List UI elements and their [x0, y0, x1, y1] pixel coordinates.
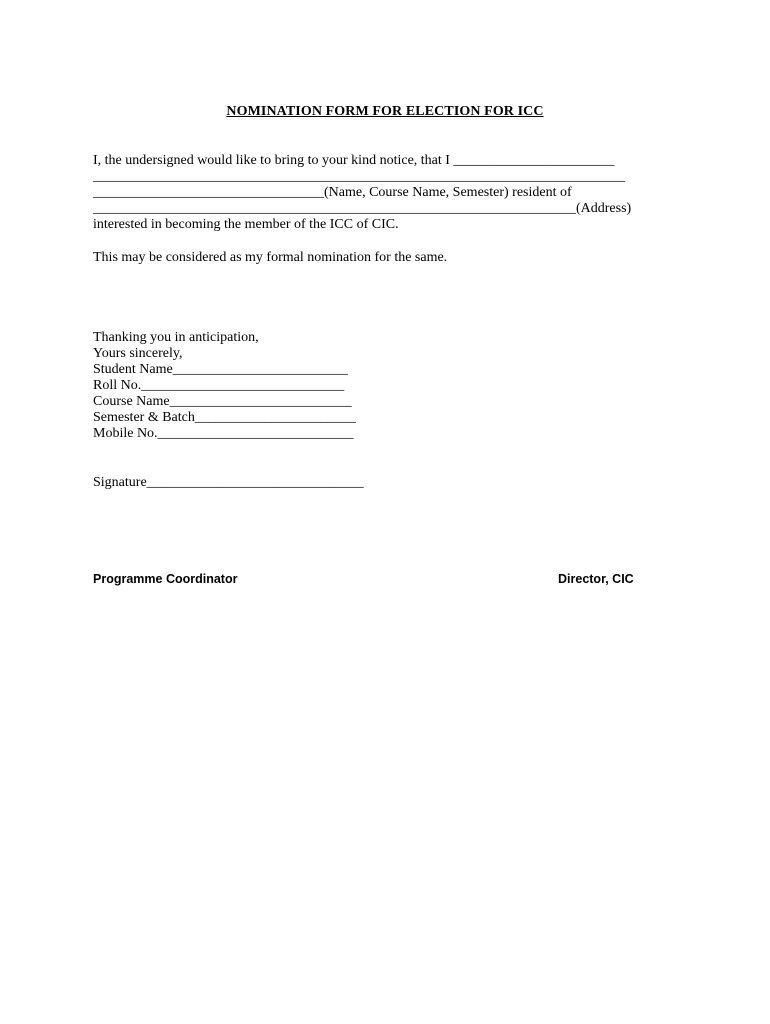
form-title: NOMINATION FORM FOR ELECTION FOR ICC — [226, 104, 544, 119]
field-course-name: Course Name__________________________ — [93, 394, 352, 409]
field-mobile-no: Mobile No.____________________________ — [93, 426, 354, 441]
field-roll-no: Roll No._____________________________ — [93, 378, 345, 393]
signature-field: Signature_______________________________ — [93, 475, 364, 490]
notice-line-4: _____________________________________________________________________(Address) — [93, 201, 632, 216]
closing-sign-off: Yours sincerely, — [93, 346, 183, 361]
notice-line-1: I, the undersigned would like to bring to your kind notice, that I _______________________ — [93, 153, 615, 168]
programme-coordinator-label: Programme Coordinator — [93, 572, 238, 586]
director-label: Director, CIC — [558, 572, 634, 586]
notice-line-3: _________________________________(Name, Course Name, Semester) resident of — [93, 185, 572, 200]
closing-thanks: Thanking you in anticipation, — [93, 330, 259, 345]
field-semester-batch: Semester & Batch_______________________ — [93, 410, 356, 425]
notice-line-2: ____________________________________________________________________________ — [93, 169, 625, 184]
notice-line-5: interested in becoming the member of the ICC of CIC. — [93, 217, 399, 232]
formal-statement: This may be considered as my formal nomination for the same. — [93, 250, 448, 265]
field-student-name: Student Name_________________________ — [93, 362, 348, 377]
